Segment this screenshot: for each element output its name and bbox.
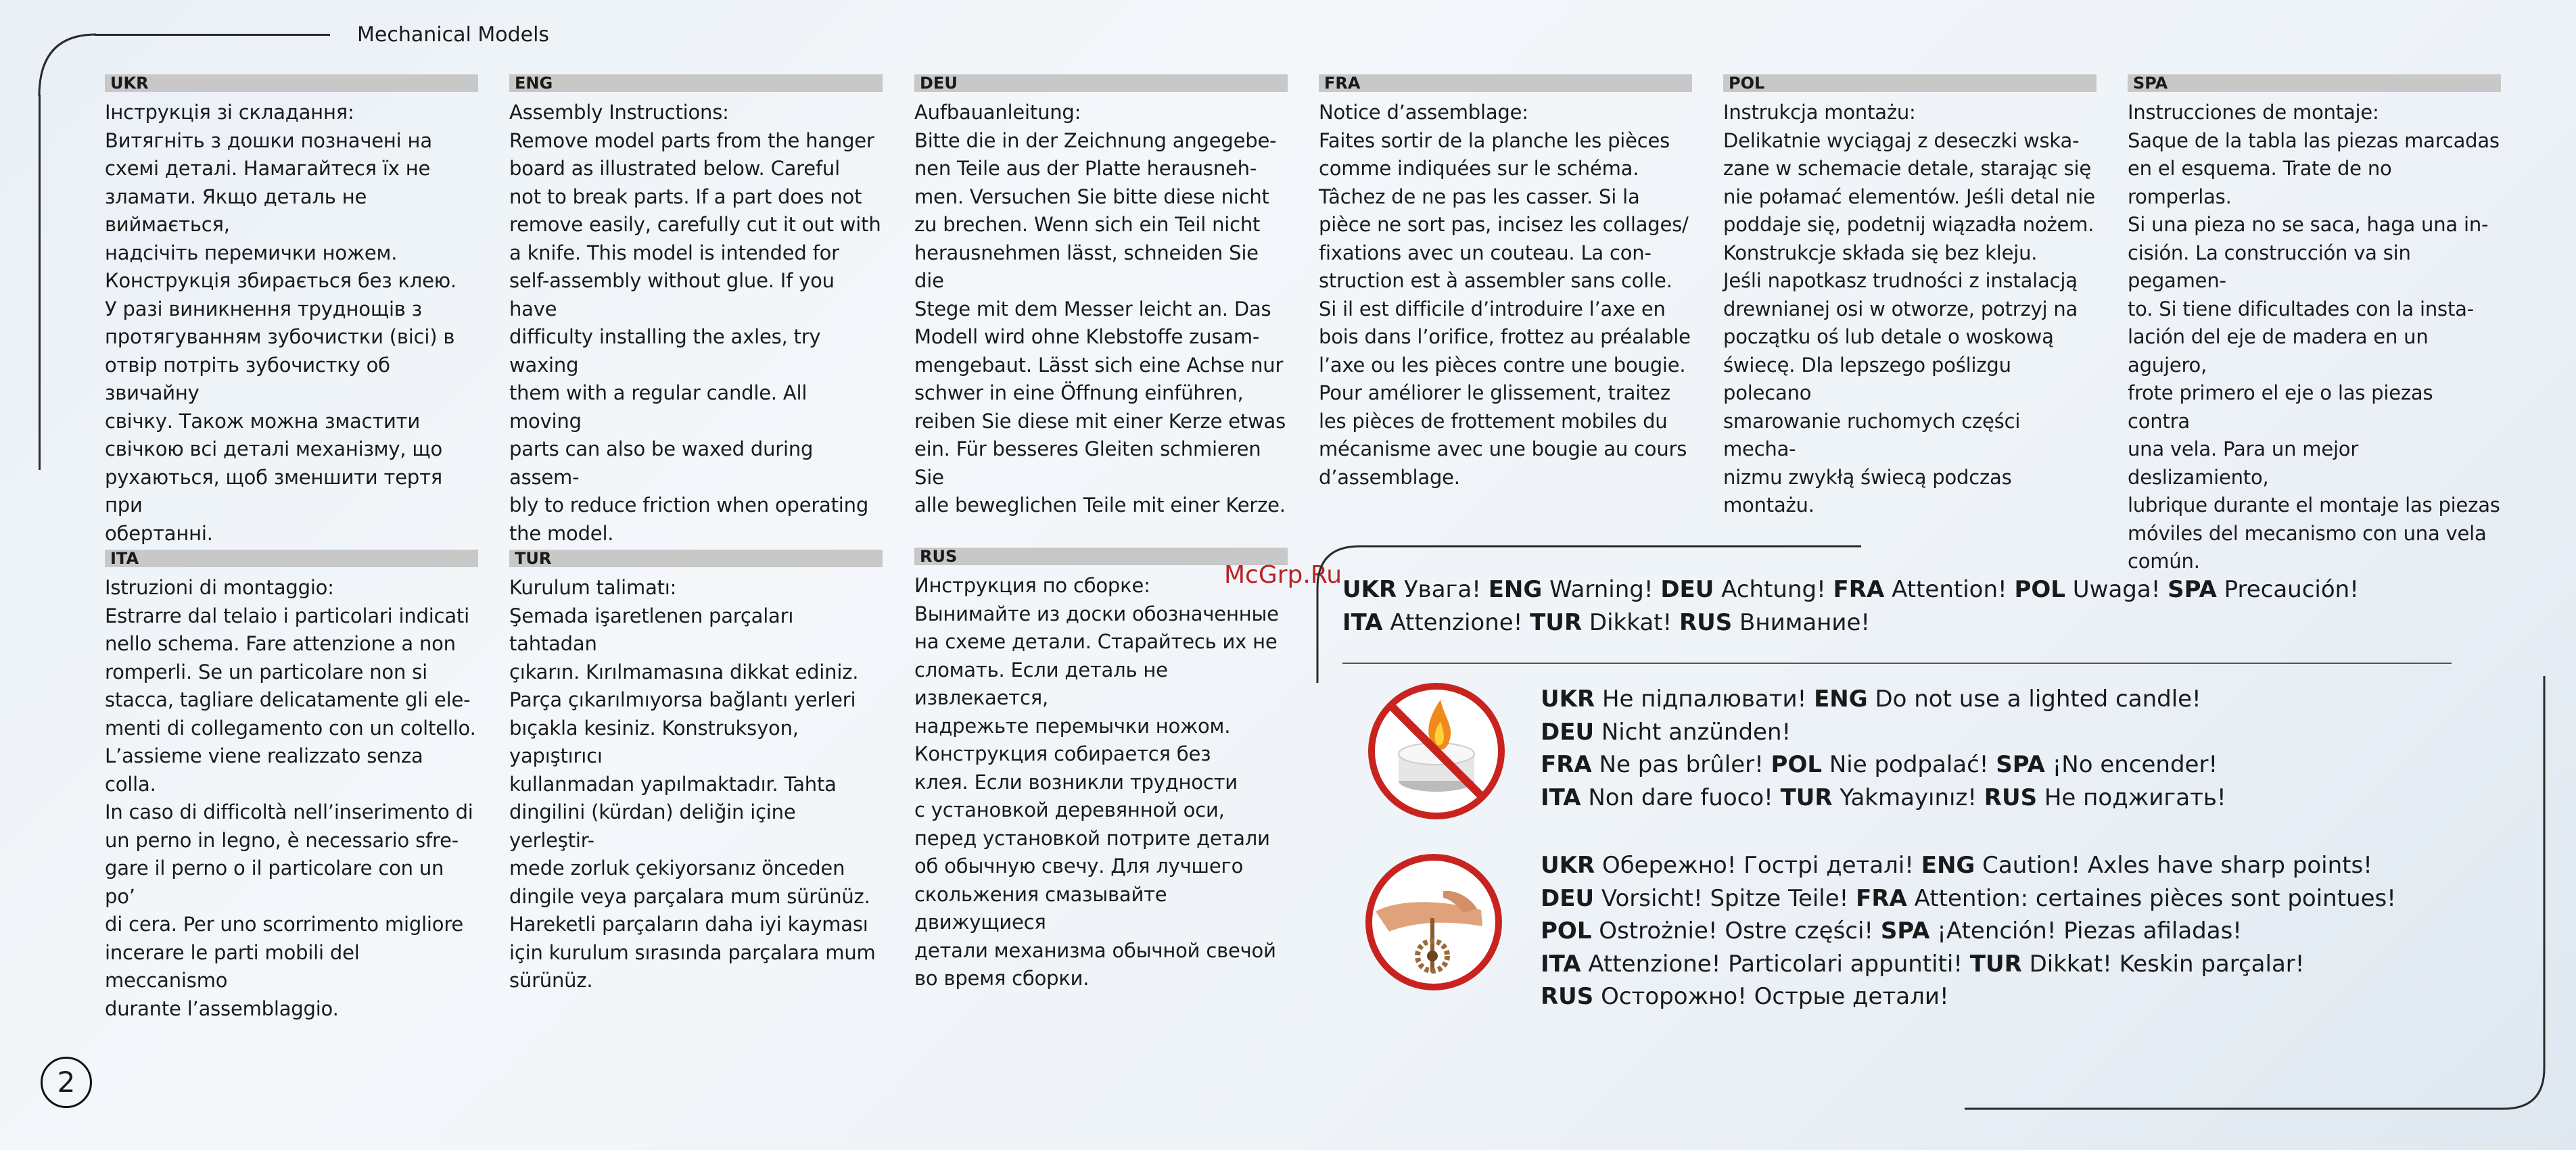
frame-left-line [39, 95, 41, 470]
warning-text: Ostrożnie! Ostre części! [1591, 917, 1881, 944]
instructions-text: Instrucciones de montaje: Saque de la tabla las piezas marcadas en el esquema. Trate de no romperlas. Si una pieza no se saca, haga una in- cisión. La construcción va sin pegamen- to. Si tiene dificultades con la insta- lación del eje de madera en un agujero, frote primero el eje o las piezas contra una vela. Para un mejor deslizamiento, lubrique durante el montaje las piezas móviles del mecanismo con una vela común. [2128, 101, 2500, 573]
instructions-pol [1723, 74, 2097, 520]
lang-code: UKR [1342, 576, 1397, 603]
watermark: McGrp.Ru [1224, 561, 1342, 589]
lang-code: ITA [1541, 951, 1581, 978]
warning-text: Обережно! Гострі деталі! [1595, 852, 1921, 879]
instructions-rus [914, 548, 1288, 993]
lang-code: TUR [1530, 609, 1583, 636]
lang-code: FRA [1856, 885, 1907, 912]
instructions-text: Инструкция по сборке: Вынимайте из доски обозначенные на схеме детали. Старайтесь их не сломать. Если деталь не извлекается, надрежьте перемычки ножом. Конструкция собирается без клея. Если возникли трудности с установкой деревянной оси, перед установкой потрите детали об обычную свечу. Для лучшего скольжения смазывайте движущиеся детали механизма обычной свечой во время сборки. [914, 574, 1279, 990]
lang-code: DEU [1541, 885, 1595, 912]
frame-top-line [95, 34, 330, 36]
lang-code: DEU [1541, 719, 1595, 746]
warning-text: ¡No encender! [2044, 751, 2218, 778]
frame-top-left-curve [37, 32, 98, 97]
lang-code: POL [1771, 751, 1823, 778]
instructions-text: Інструкція зі складання: Витягніть з дошки позначені на схемі деталі. Намагайтеся їх не зламати. Якщо деталь не виймається, надсічіть перемички ножем. Конструкція збирається без клею. У разі виникнення труднощів з протягуванням зубочистки (вісі) в отвір потріть зубочистку об звичайну свічку. Також можна змастити свічкою всі деталі механізму, що рухаються, щоб зменшити тертя при обертанні. [105, 101, 457, 545]
warning-text: ¡Atención! Piezas afiladas! [1929, 917, 2242, 944]
instructions-ita [105, 550, 478, 1023]
warning-text: Attenzione! [1382, 609, 1530, 636]
warning-text: Увага! [1397, 576, 1489, 603]
candle-warning-line [1541, 716, 1791, 748]
sharp-warning-line [1541, 915, 2242, 947]
lang-code: SPA [1996, 751, 2045, 778]
lang-code: ENG [1921, 852, 1975, 879]
instructions-text: Instrukcja montażu: Delikatnie wyciągaj z deseczki wska- zane w schemacie detale, starając się nie połamać elementów. Jeśli detal nie poddaje się, podetnij wiązadła nożem. Konstrukcje składa się bez kleju. Jeśli napotkasz trudności z instalacją drewnianej osi w otworze, potrzyj na początku oś lub detale o woskową świecę. Dla lepszego poślizgu polecano smarowanie ruchomych części mecha- nizmu zwykłą świecą podczas montażu. [1723, 101, 2095, 517]
page-number: 2 [41, 1057, 92, 1108]
warning-text: Attention: certaines pièces sont pointues! [1906, 885, 2396, 912]
lang-code: POL [1541, 917, 1592, 944]
instructions-text: Kurulum talimatı: Şemada işaretlenen parçaları tahtadan çıkarın. Kırılmamasına dikkat ediniz. Parça çıkarılmıyorsa bağlantı yerleri bıçakla kesiniz. Konstruksyon, yapıştırıcı kullanmadan yapılmaktadır. Tahta dingilini (kürdan) deliğin içine yerleştir- mede zorluk çekiyorsanız önceden dingile veya parçalara mum sürünüz. Hareketli parçaların daha iyi kayması için kurulum sırasında parçalara mum sürünüz. [509, 576, 876, 992]
warning-text: Precaución! [2216, 576, 2359, 603]
lang-code: ITA [1541, 784, 1581, 811]
instructions-text: Istruzioni di montaggio: Estrarre dal telaio i particolari indicati nello schema. Fare attenzione a non romperli. Se un particolare non si stacca, tagliare delicatamente gli ele- menti di collegamento con un coltello. L’assieme viene realizzato senza colla. In caso di difficoltà nell’inserimento di un perno in legno, è necessario sfre- gare il perno o il particolare con un po’ di cera. Per uno scorrimento migliore incerare le parti mobili del meccanismo durante l’assemblaggio. [105, 576, 476, 1020]
sharp-warning-line [1541, 849, 2372, 882]
warning-text: Не поджигать! [2037, 784, 2226, 811]
sharp-warning-line [1541, 980, 1949, 1013]
lang-code: SPA [2168, 576, 2217, 603]
lang-code: RUS [1679, 609, 1733, 636]
warning-text: Nie podpalać! [1822, 751, 1996, 778]
lang-code: FRA [1833, 576, 1885, 603]
warning-text: Warning! [1542, 576, 1661, 603]
instructions-fra [1319, 74, 1692, 492]
warning-text: Caution! Axles have sharp points! [1975, 852, 2372, 879]
lang-label: TUR [509, 550, 883, 567]
no-candle-icon [1365, 679, 1508, 823]
lang-code: RUS [1541, 983, 1594, 1010]
warning-text: Do not use a lighted candle! [1867, 686, 2201, 713]
lang-label: SPA [2128, 74, 2501, 92]
warning-text: Не підпалювати! [1595, 686, 1814, 713]
lang-label: UKR [105, 74, 478, 92]
lang-code: FRA [1541, 751, 1592, 778]
lang-code: ENG [1488, 576, 1543, 603]
warning-text: Yakmayınız! [1832, 784, 1984, 811]
lang-code: TUR [1969, 951, 2022, 978]
instructions-text: Notice d’assemblage: Faites sortir de la planche les pièces comme indiquées sur le schéma. Tâchez de ne pas les casser. Si la pièce ne sort pas, incisez les collages/ fixations avec un couteau. La con- struction est à assembler sans colle. Si il est difficile d’introduire l’axe en bois dans l’orifice, frottez au préalable l’axe ou les pièces contre une bougie. Pour améliorer le glissement, traitez les pièces de frottement mobiles du mécanisme avec une bougie au cours d’assemblage. [1319, 101, 1691, 489]
instructions-tur [509, 550, 883, 995]
warning-text: Attention! [1884, 576, 2015, 603]
lang-code: TUR [1780, 784, 1833, 811]
warning-text: Uwaga! [2065, 576, 2168, 603]
instructions-eng [509, 74, 883, 548]
candle-warning-line [1541, 683, 2201, 715]
warning-text: Внимание! [1732, 609, 1871, 636]
warning-text: Dikkat! Keskin parçalar! [2021, 951, 2305, 978]
lang-code: UKR [1541, 686, 1595, 713]
warning-text: Vorsicht! Spitze Teile! [1594, 885, 1856, 912]
lang-label: DEU [914, 74, 1288, 92]
lang-label: ENG [509, 74, 883, 92]
warning-text: Dikkat! [1582, 609, 1679, 636]
instructions-spa [2128, 74, 2501, 576]
lang-code: POL [2014, 576, 2065, 603]
sharp-warning-line [1541, 948, 2304, 980]
warning-header-line [1342, 606, 1870, 639]
instructions-text: Aufbauanleitung: Bitte die in der Zeichnung angegebe- nen Teile aus der Platte herausneh- men. Versuchen Sie bitte diese nicht zu brechen. Wenn sich ein Teil nicht herausnehmen lässt, schneiden Sie die Stege mit dem Messer leicht an. Das Modell wird ohne Klebstoffe zusam- mengebaut. Lässt sich eine Achse nur schwer in eine Öffnung einführen, reiben Sie diese mit einer Kerze etwas ein. Für besseres Gleiten schmieren Sie alle beweglichen Teile mit einer Kerze. [914, 101, 1286, 517]
warning-text: Non dare fuoco! [1580, 784, 1781, 811]
lang-code: SPA [1880, 917, 1930, 944]
warning-text: Achtung! [1714, 576, 1833, 603]
page-title: Mechanical Models [357, 23, 550, 47]
warning-text: Осторожно! Острые детали! [1593, 983, 1949, 1010]
warning-separator [1342, 663, 2452, 664]
lang-code: UKR [1541, 852, 1595, 879]
instructions-text: Assembly Instructions: Remove model parts from the hanger board as illustrated below. Careful not to break parts. If a part does not remove easily, carefully cut it out with a knife. This model is intended for self-assembly without glue. If you have difficulty installing the axles, try waxing them with a regular candle. All moving parts can also be waxed during assem- bly to reduce friction when operating the model. [509, 101, 881, 545]
candle-warning-line [1541, 782, 2226, 814]
lang-label: ITA [105, 550, 478, 567]
lang-code: ITA [1342, 609, 1383, 636]
candle-warning-line [1541, 748, 2218, 781]
warning-header-line [1342, 573, 2359, 606]
lang-code: ENG [1814, 686, 1868, 713]
lang-code: DEU [1660, 576, 1714, 603]
warning-text: Nicht anzünden! [1594, 719, 1792, 746]
sharp-warning-line [1541, 882, 2396, 915]
warning-text: Ne pas brûler! [1591, 751, 1771, 778]
instructions-deu [914, 74, 1288, 520]
lang-code: RUS [1984, 784, 2038, 811]
lang-label: POL [1723, 74, 2097, 92]
sharp-axle-icon [1362, 850, 1505, 994]
lang-label: RUS [914, 548, 1288, 565]
instructions-ukr [105, 74, 478, 548]
lang-label: FRA [1319, 74, 1692, 92]
warning-text: Attenzione! Particolari appuntiti! [1580, 951, 1970, 978]
